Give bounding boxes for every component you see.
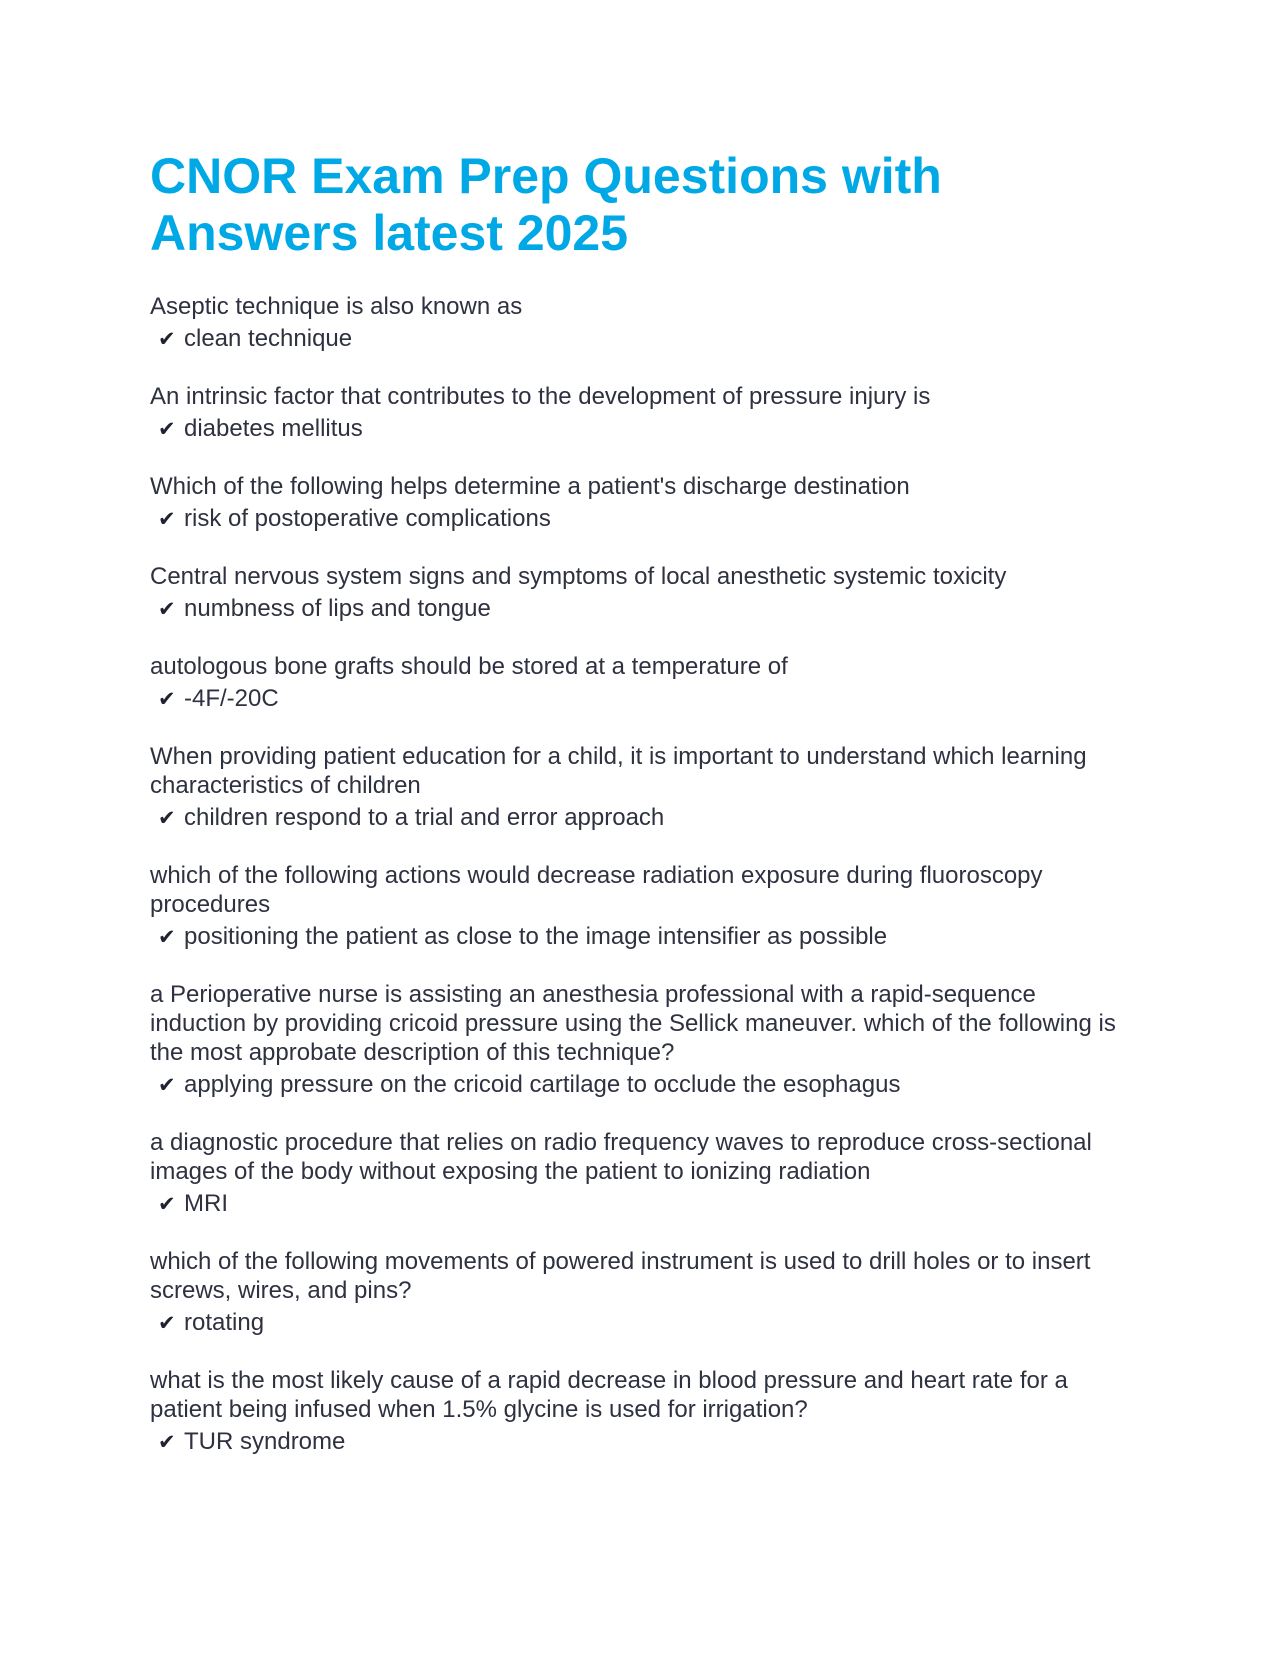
- qa-item: [150, 562, 1130, 624]
- question-text: what is the most likely cause of a rapid decrease in blood pressure and heart rate for a patient being infused when 1.5% glycine is used for irrigation?: [150, 1367, 1068, 1423]
- qa-item: [150, 1247, 1130, 1338]
- answer-line: [150, 324, 1130, 354]
- checkmark-icon: ✔: [158, 806, 176, 830]
- answer-text: -4F/-20C: [184, 685, 279, 712]
- answer-line: [150, 684, 1130, 714]
- answer-line: [150, 1427, 1130, 1457]
- question-text: An intrinsic factor that contributes to the development of pressure injury is: [150, 383, 931, 410]
- checkmark-icon: ✔: [158, 1192, 176, 1216]
- answer-line: [150, 594, 1130, 624]
- qa-item: [150, 652, 1130, 714]
- answer-text: numbness of lips and tongue: [184, 595, 491, 622]
- checkmark-icon: ✔: [158, 925, 176, 949]
- checkmark-icon: ✔: [158, 327, 176, 351]
- qa-item: [150, 1366, 1130, 1457]
- question-text: When providing patient education for a child, it is important to understand which learning characteristics of children: [150, 743, 1087, 799]
- answer-line: [150, 414, 1130, 444]
- answer-line: [150, 504, 1130, 534]
- qa-item: [150, 1128, 1130, 1219]
- checkmark-icon: ✔: [158, 1430, 176, 1454]
- answer-text: diabetes mellitus: [184, 415, 363, 442]
- answer-text: rotating: [184, 1309, 265, 1336]
- qa-item: [150, 382, 1130, 444]
- answer-line: [150, 1070, 1130, 1100]
- question-text: a diagnostic procedure that relies on radio frequency waves to reproduce cross-sectional images of the body without exposing the patient to ionizing radiation: [150, 1129, 1092, 1185]
- question-text: Central nervous system signs and symptoms of local anesthetic systemic toxicity: [150, 563, 1007, 590]
- answer-text: children respond to a trial and error approach: [184, 804, 665, 831]
- question-text: which of the following actions would decrease radiation exposure during fluoroscopy procedures: [150, 862, 1043, 918]
- answer-line: [150, 803, 1130, 833]
- checkmark-icon: ✔: [158, 687, 176, 711]
- question-text: Aseptic technique is also known as: [150, 293, 523, 320]
- qa-item: [150, 472, 1130, 534]
- checkmark-icon: ✔: [158, 507, 176, 531]
- answer-text: clean technique: [184, 325, 353, 352]
- checkmark-icon: ✔: [158, 1073, 176, 1097]
- document-title: CNOR Exam Prep Questions with Answers latest 2025: [150, 148, 942, 261]
- answer-text: TUR syndrome: [184, 1428, 346, 1455]
- answer-text: applying pressure on the cricoid cartilage to occlude the esophagus: [184, 1071, 901, 1098]
- question-text: which of the following movements of powered instrument is used to drill holes or to insert screws, wires, and pins?: [150, 1248, 1091, 1304]
- question-text: Which of the following helps determine a patient's discharge destination: [150, 473, 910, 500]
- qa-item: [150, 980, 1130, 1100]
- checkmark-icon: ✔: [158, 597, 176, 621]
- qa-item: [150, 861, 1130, 952]
- answer-line: [150, 1189, 1130, 1219]
- checkmark-icon: ✔: [158, 417, 176, 441]
- answer-line: [150, 1308, 1130, 1338]
- question-text: autologous bone grafts should be stored at a temperature of: [150, 653, 788, 680]
- qa-item: [150, 742, 1130, 833]
- qa-item: [150, 292, 1130, 354]
- question-text: a Perioperative nurse is assisting an anesthesia professional with a rapid-sequence induction by providing cricoid pressure using the Sellick maneuver. which of the following is the most approbate description of this technique?: [150, 981, 1116, 1066]
- checkmark-icon: ✔: [158, 1311, 176, 1335]
- answer-text: MRI: [184, 1190, 228, 1217]
- answer-text: risk of postoperative complications: [184, 505, 551, 532]
- document-page: [150, 148, 1130, 1485]
- answer-text: positioning the patient as close to the image intensifier as possible: [184, 923, 888, 950]
- answer-line: [150, 922, 1130, 952]
